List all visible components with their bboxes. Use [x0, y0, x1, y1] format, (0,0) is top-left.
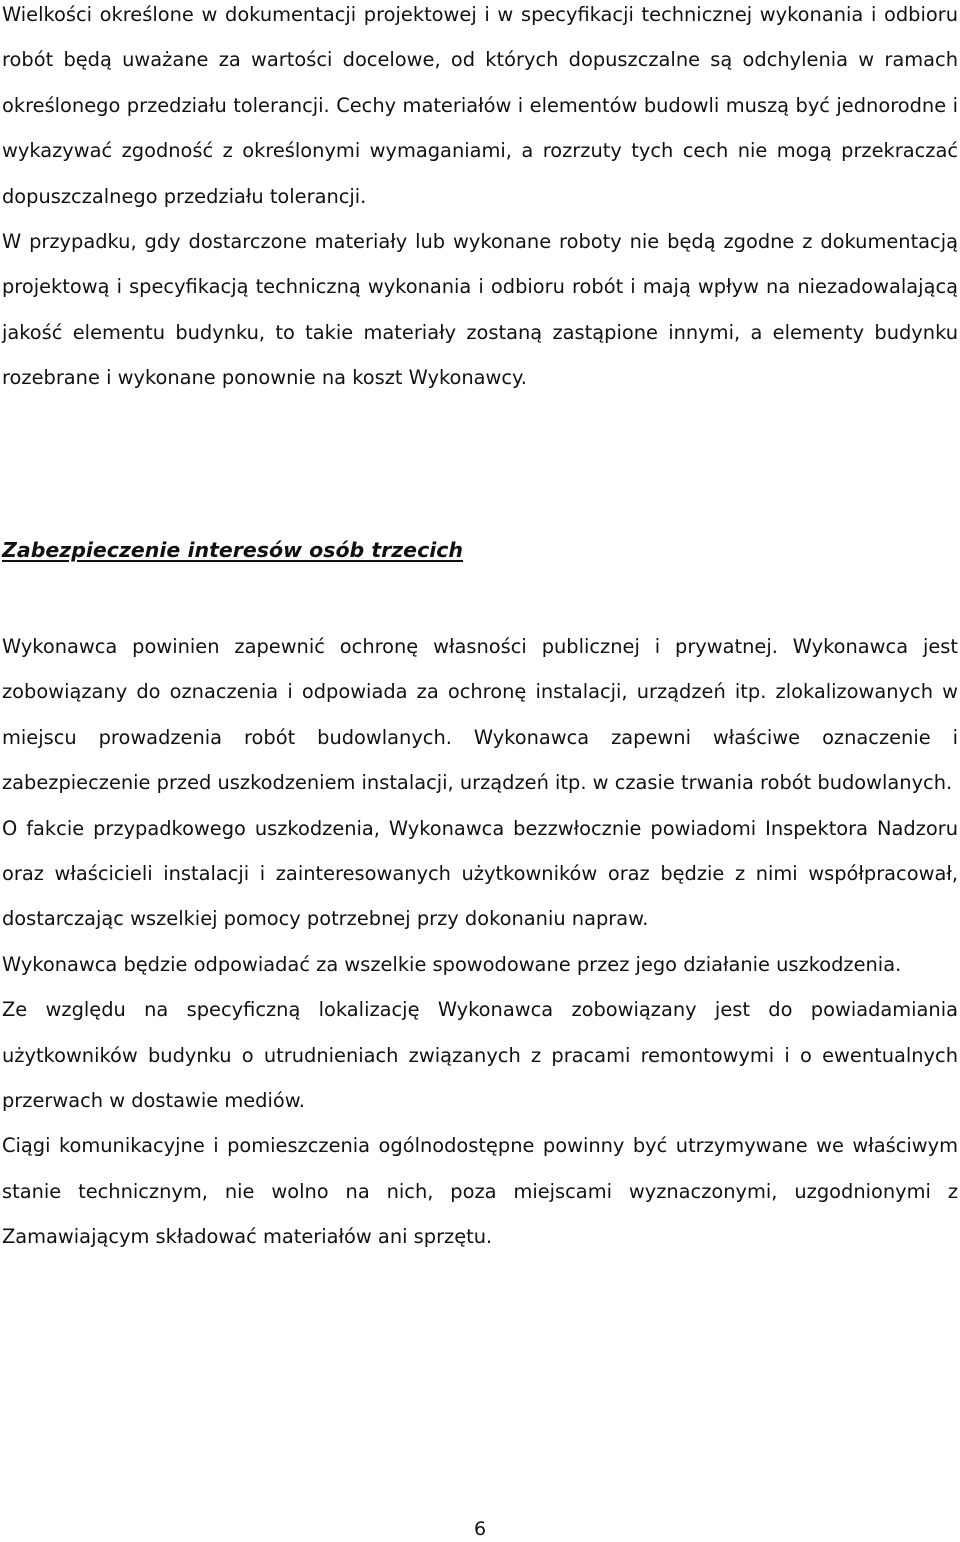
- paragraph-damage-notification: O fakcie przypadkowego uszkodzenia, Wykonawca bezzwłocznie powiadomi Inspektora Nadzoru oraz właścicieli instalacji i zainteresowanych użytkowników oraz będzie z nimi współpracował, dostarczając wszelkiej pomocy potrzebnej przy dokonaniu napraw.: [2, 816, 958, 931]
- page-number: 6: [473, 1518, 487, 1540]
- body-text-section-2: [2, 624, 958, 1260]
- paragraph-user-notification: Ze względu na specyficzną lokalizację Wykonawca zobowiązany jest do powiadamiania użytkowników budynku o utrudnieniach związanych z pracami remontowymi i o ewentualnych przerwach w dostawie mediów.: [2, 998, 958, 1113]
- paragraph-communication-routes: Ciągi komunikacyjne i pomieszczenia ogólnodostępne powinny być utrzymywane we właściwym stanie technicznym, nie wolno na nich, poza miejscami wyznaczonymi, uzgodnionymi z Zamawiającym składować materiałów ani sprzętu.: [2, 1134, 958, 1249]
- paragraph-tolerances: Wielkości określone w dokumentacji projektowej i w specyfikacji technicznej wykonania i odbioru robót będą uważane za wartości docelowe, od których dopuszczalne są odchylenia w ramach określonego przedziału tolerancji. Cechy materiałów i elementów budowli muszą być jednorodne i wykazywać zgodność z określonymi wymaganiami, a rozrzuty tych cech nie mogą przekraczać dopuszczalnego przedziału tolerancji.: [2, 3, 958, 208]
- paragraph-property-protection: Wykonawca powinien zapewnić ochronę własności publicznej i prywatnej. Wykonawca jest zobowiązany do oznaczenia i odpowiada za ochronę instalacji, urządzeń itp. zlokalizowanych w miejscu prowadzenia robót budowlanych. Wykonawca zapewni właściwe oznaczenie i zabezpieczenie przed uszkodzeniem instalacji, urządzeń itp. w czasie trwania robót budowlanych.: [2, 635, 958, 795]
- body-text-section-1: [2, 0, 958, 401]
- paragraph-nonconforming-materials: W przypadku, gdy dostarczone materiały lub wykonane roboty nie będą zgodne z dokumentacją projektową i specyfikacją techniczną wykonania i odbioru robót i mają wpływ na niezadowalającą jakość elementu budynku, to takie materiały zostaną zastąpione innymi, a elementy budynku rozebrane i wykonane ponownie na koszt Wykonawcy.: [2, 230, 958, 390]
- section-heading: Zabezpieczenie interesów osób trzecich: [2, 538, 464, 562]
- paragraph-damage-liability: Wykonawca będzie odpowiadać za wszelkie spowodowane przez jego działanie uszkodzenia.: [2, 952, 902, 976]
